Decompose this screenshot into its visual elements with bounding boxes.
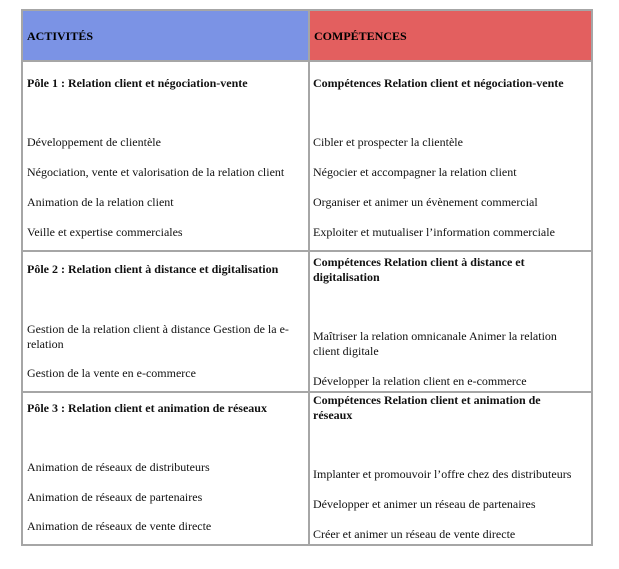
- pole-1-activity-3: Animation de la relation client: [27, 195, 174, 209]
- row-divider-header: [23, 60, 591, 62]
- row-divider-pole-1: [23, 250, 591, 252]
- column-divider: [308, 11, 310, 544]
- pole-3-competence-3: Créer et animer un réseau de vente directe: [313, 527, 516, 541]
- pole-3-activity-2: Animation de réseaux de partenaires: [27, 490, 203, 504]
- pole-2-competence-1: Maîtriser la relation omnicanale Animer la relation client digitale: [313, 329, 557, 358]
- pole-2-competence-title: Compétences Relation client à distance et digitalisation: [313, 255, 525, 284]
- pole-1-activity-title: Pôle 1 : Relation client et négociation-vente: [27, 76, 248, 90]
- header-activities-cell: [23, 11, 308, 60]
- pole-1-competence-3: Organiser et animer un évènement commercial: [313, 195, 538, 209]
- pole-1-activity-2: Négociation, vente et valorisation de la relation client: [27, 165, 285, 179]
- activities-competences-table: [21, 9, 593, 546]
- pole-1-competence-title: Compétences Relation client et négociation-vente: [313, 76, 564, 90]
- pole-2-activity-2: Gestion de la vente en e-commerce: [27, 366, 196, 380]
- header-activities-label: ACTIVITÉS: [27, 29, 94, 43]
- pole-1-competence-1: Cibler et prospecter la clientèle: [313, 135, 463, 149]
- pole-2-activity-1: Gestion de la relation client à distance Gestion de la e-relation: [27, 322, 289, 351]
- header-competences-label: COMPÉTENCES: [314, 29, 407, 43]
- header-competences-cell: [310, 11, 591, 60]
- pole-1-activity-1: Développement de clientèle: [27, 135, 161, 149]
- pole-2-competence-2: Développer la relation client en e-commerce: [313, 374, 527, 388]
- pole-1-competence-2: Négocier et accompagner la relation client: [313, 165, 517, 179]
- pole-2-activity-title: Pôle 2 : Relation client à distance et digitalisation: [27, 262, 279, 276]
- pole-3-activity-title: Pôle 3 : Relation client et animation de réseaux: [27, 401, 267, 415]
- pole-3-competence-1: Implanter et promouvoir l’offre chez des distributeurs: [313, 467, 572, 481]
- pole-3-competence-title: Compétences Relation client et animation de réseaux: [313, 393, 541, 422]
- pole-3-activity-3: Animation de réseaux de vente directe: [27, 519, 212, 533]
- pole-3-activity-1: Animation de réseaux de distributeurs: [27, 460, 210, 474]
- pole-1-competence-4: Exploiter et mutualiser l’information commerciale: [313, 225, 555, 239]
- pole-1-activity-4: Veille et expertise commerciales: [27, 225, 183, 239]
- pole-3-competence-2: Développer et animer un réseau de partenaires: [313, 497, 536, 511]
